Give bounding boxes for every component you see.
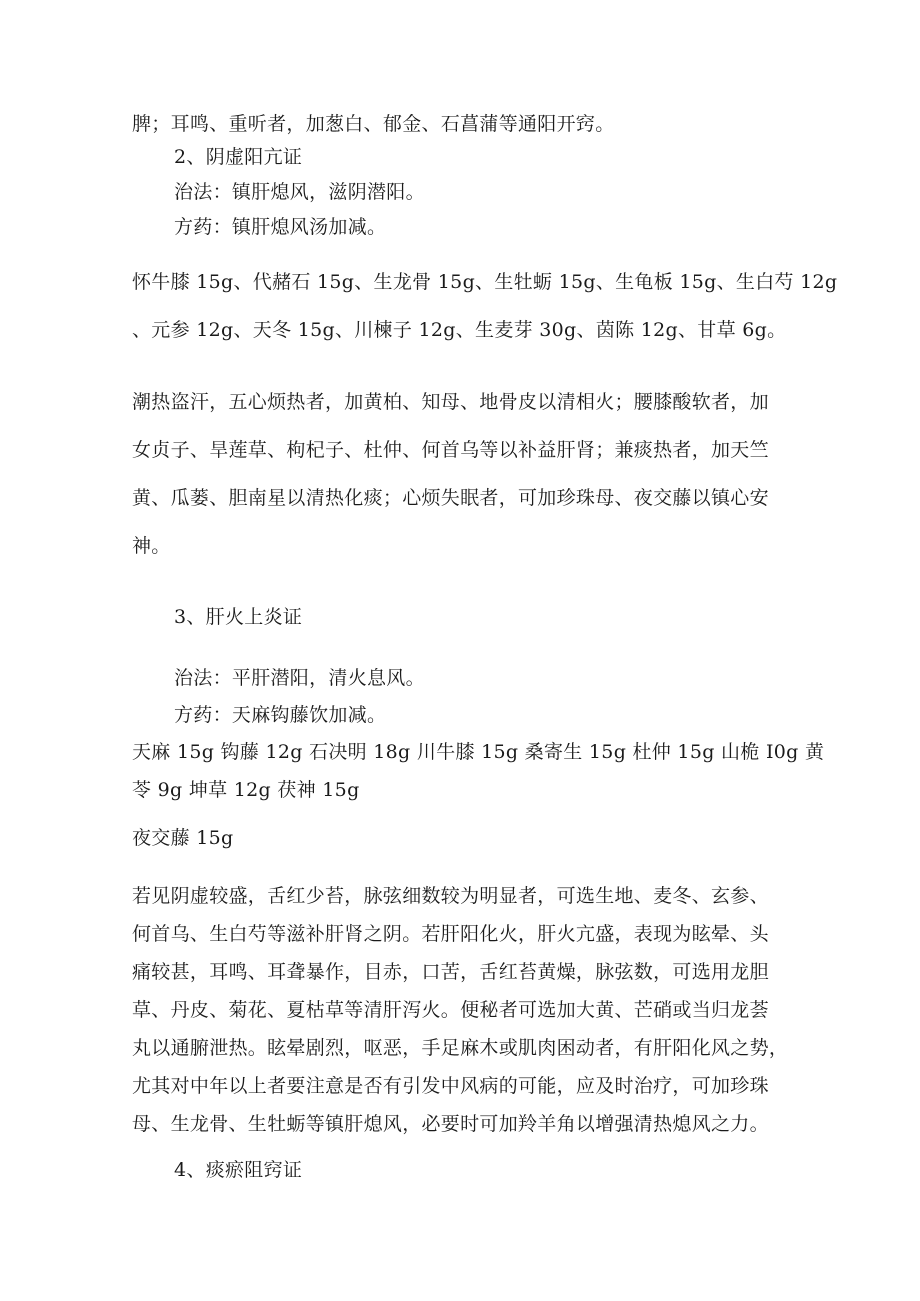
herb-list-line: 夜交藤 15g	[132, 827, 234, 849]
text-line: 女贞子、旱莲草、枸杞子、杜仲、何首乌等以补益肝肾；兼痰热者，加天竺	[132, 439, 769, 461]
section-heading-4: 4、痰瘀阻窍证	[174, 1159, 303, 1181]
text-line: 神。	[132, 535, 171, 557]
text-line: 痛较甚，耳鸣、耳聋暴作，目赤，口苦，舌红苔黄燥，脉弦数，可选用龙胆	[132, 961, 769, 983]
text-line: 何首乌、生白芍等滋补肝肾之阴。若肝阳化火，肝火亢盛，表现为眩晕、头	[132, 923, 769, 945]
herb-list-line: 怀牛膝 15g、代赭石 15g、生龙骨 15g、生牡蛎 15g、生龟板 15g、生白芍 12g	[132, 271, 838, 293]
treatment-method: 治法：平肝潜阳，清火息风。	[174, 667, 425, 689]
text-line: 尤其对中年以上者要注意是否有引发中风病的可能，应及时治疗，可加珍珠	[132, 1075, 769, 1097]
herb-list-line: 苓 9g 坤草 12g 茯神 15g	[132, 779, 360, 801]
section-heading-3: 3、肝火上炎证	[174, 606, 303, 628]
treatment-method: 治法：镇肝熄风，滋阴潜阳。	[174, 181, 425, 203]
prescription: 方药：镇肝熄风汤加减。	[174, 216, 387, 238]
text-line: 丸以通腑泄热。眩晕剧烈，呕恶，手足麻木或肌肉困动者，有肝阳化风之势，	[132, 1037, 789, 1059]
text-line: 潮热盗汗，五心烦热者，加黄柏、知母、地骨皮以清相火；腰膝酸软者，加	[132, 391, 769, 413]
text-line: 脾；耳鸣、重听者，加葱白、郁金、石菖蒲等通阳开窍。	[132, 113, 615, 135]
text-line: 母、生龙骨、生牡蛎等镇肝熄风，必要时可加羚羊角以增强清热熄风之力。	[132, 1113, 769, 1135]
section-heading-2: 2、阴虚阳亢证	[174, 146, 303, 168]
text-line: 黄、瓜蒌、胆南星以清热化痰；心烦失眠者，可加珍珠母、夜交藤以镇心安	[132, 487, 769, 509]
text-line: 若见阴虚较盛，舌红少苔，脉弦细数较为明显者，可选生地、麦冬、玄参、	[132, 885, 769, 907]
prescription: 方药：天麻钩藤饮加减。	[174, 704, 387, 726]
herb-list-line: 、元参 12g、天冬 15g、川楝子 12g、生麦芽 30g、茵陈 12g、甘草 6g。	[132, 319, 787, 341]
text-line: 草、丹皮、菊花、夏枯草等清肝泻火。便秘者可选加大黄、芒硝或当归龙荟	[132, 999, 769, 1021]
herb-list-line: 天麻 15g 钩藤 12g 石决明 18g 川牛膝 15g 桑寄生 15g 杜仲 15g 山桅 I0g 黄	[132, 741, 825, 763]
